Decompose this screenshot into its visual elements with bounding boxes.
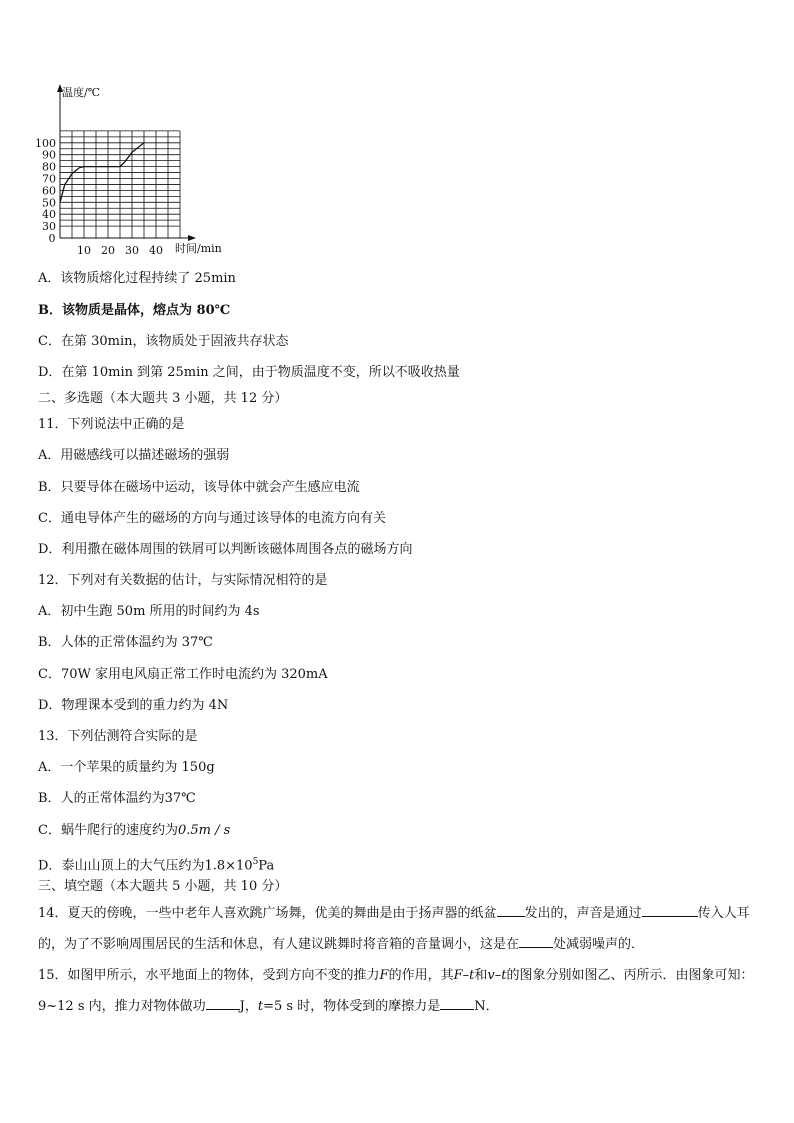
x-tick-label: 20 [101,244,115,257]
q10-option-c: C．在第 30min，该物质处于固液共存状态 [38,334,289,349]
section-2-heading: 二、多选题（本大题共 3 小题，共 12 分） [38,391,288,406]
q10-option-d: D．在第 10min 到第 25min 之间，由于物质温度不变，所以不吸收热量 [38,365,460,380]
q12-stem: 12．下列对有关数据的估计，与实际情况相符的是 [38,573,328,588]
y-tick-label: 90 [42,148,56,162]
x-tick-label: 0 [48,232,56,245]
x-tick-label: 10 [77,244,91,257]
q13-stem: 13．下列估测符合实际的是 [38,729,198,744]
q13-option-b: B．人的正常体温约为37℃ [38,791,196,806]
q10-option-b: B．该物质是晶体，熔点为 80℃ [38,303,231,318]
q12-option-a: A．初中生跑 50m 所用的时间约为 4s [38,604,260,619]
q14-blank-1 [497,902,525,917]
y-tick-label: 50 [42,196,56,210]
q14-blank-2 [642,902,698,917]
x-axis-label: 时间/min [175,242,222,255]
q13-option-a: A．一个苹果的质量约为 150g [38,760,215,775]
q12-option-c: C．70W 家用电风扇正常工作时电流约为 320mA [38,667,328,682]
x-tick-label: 30 [125,244,139,257]
q11-option-d: D．利用撒在磁体周围的铁屑可以判断该磁体周围各点的磁场方向 [38,542,413,557]
temperature-time-chart [30,78,250,263]
chart-grid [60,131,180,238]
y-tick-label: 80 [42,160,56,174]
q15-blank-1 [206,995,240,1010]
q11-option-c: C．通电导体产生的磁场的方向与通过该导体的电流方向有关 [38,511,386,526]
y-tick-label: 70 [42,172,56,186]
x-tick-label: 40 [149,244,163,257]
q13-option-c: C．蜗牛爬行的速度约为0.5m / s [38,823,231,838]
q14-blank-3 [519,933,553,948]
q15-blank-2 [440,995,474,1010]
y-tick-label: 30 [42,220,56,234]
q10-option-a: A．该物质熔化过程持续了 25min [38,271,236,286]
q13-option-d: D．泰山山顶上的大气压约为$1.8\times 10^5Pa$ [38,857,275,874]
y-tick-label: 40 [42,208,56,222]
q12-option-b: B．人体的正常体温约为 37℃ [38,635,213,650]
q11-stem: 11．下列说法中正确的是 [38,417,185,432]
section-3-heading: 三、填空题（本大题共 5 小题，共 10 分） [38,879,288,894]
q12-option-d: D．物理课本受到的重力约为 4N [38,698,229,713]
y-tick-label: 60 [42,184,56,198]
y-axis-label: 温度/℃ [62,86,101,99]
q14-text: 14．夏天的傍晚，一些中老年人喜欢跳广场舞，优美的舞曲是由于扬声器的纸盆 发出的，声音是通过 传入人耳的，为了不影响周围居民的生活和休息，有人建议跳舞时将音箱的音量调小，这是在 处减弱噪声的． [38,898,756,960]
q15-text: 15．如图甲所示，水平地面上的物体，受到方向不变的推力F的作用，其F–t和v–t的图象分别如图乙、丙所示．由图象可知：9~12 s 内，推力对物体做功 J，t=5 s 时，物体受到的摩擦力是 N． [38,968,754,1014]
x-axis-arrow [188,235,196,241]
chart-axes [57,84,196,241]
q11-option-a: A．用磁感线可以描述磁场的强弱 [38,448,230,463]
q11-option-b: B．只要导体在磁场中运动，该导体中就会产生感应电流 [38,480,360,495]
y-tick-label: 100 [35,136,56,150]
